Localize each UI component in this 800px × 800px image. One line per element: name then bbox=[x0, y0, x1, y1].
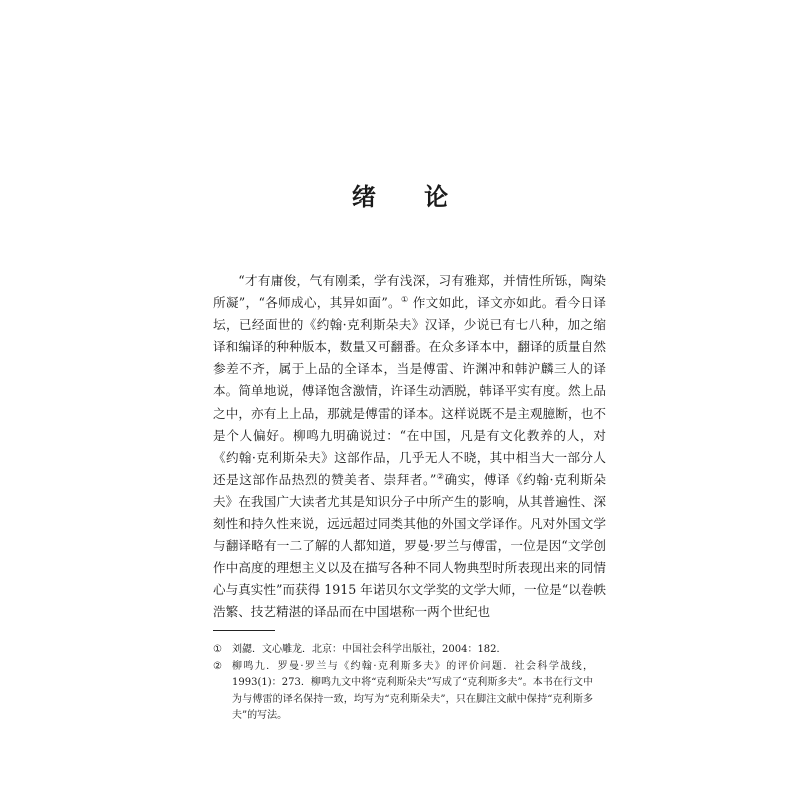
chapter-title: 绪 论 bbox=[351, 183, 469, 211]
footnote-divider bbox=[213, 630, 275, 631]
body-text-segment-1: “才有庸俊，气有刚柔，学有浅深，习有雅郑，并情性所铄，陶染所凝”，“各师成心，其异如面”。 bbox=[213, 273, 606, 311]
footnote-ref-1[interactable]: ① bbox=[400, 294, 409, 304]
footnote-mark: ② bbox=[213, 660, 222, 672]
footnote-ref-2[interactable]: ② bbox=[436, 471, 445, 481]
footnote-mark: ① bbox=[213, 644, 222, 655]
footnote-text: 刘勰．文心雕龙．北京：中国社会科学出版社，2004：182． bbox=[232, 644, 507, 655]
footnote-item bbox=[213, 642, 593, 659]
body-paragraph bbox=[213, 270, 606, 624]
paragraph bbox=[213, 270, 606, 624]
footnotes bbox=[213, 642, 593, 725]
body-text-segment-2: 作文如此，译文亦如此。看今日译坛，已经面世的《约翰·克利斯朵夫》汉译，少说已有七八种，加之缩译和编译的种种版本，数量又可翻番。在众多译本中，翻译的质量自然参差不齐，属于上品的全译本，当是傅雷、许渊冲和韩沪麟三人的译本。简单地说，傅译饱含激情，许译生动洒脱，韩译平实有度。然上品之中，亦有上上品，那就是傅雷的译本。这样说既不是主观臆断，也不是个人偏好。柳鸣九明确说过：“在中国，凡是有文化教养的人，对《约翰·克利斯朵夫》这部作品，几乎无人不晓，其中相当大一部分人还是这部作品热烈的赞美者、崇拜者。” bbox=[213, 295, 606, 487]
footnote-text: 柳鸣九．罗曼·罗兰与《约翰·克利斯多夫》的评价问题．社会科学战线，1993(1)：273．柳鸣九文中将“克利斯朵夫”写成了“克利斯多夫”。本书在行文中为与傅雷的译名保持一致，均写为“克利斯朵夫”，只在脚注文献中保持“克利斯多夫”的写法。 bbox=[232, 660, 593, 721]
body-text-segment-3: 确实，傅译《约翰·克利斯朵夫》在我国广大读者尤其是知识分子中所产生的影响，从其普遍性、深刻性和持久性来说，远远超过同类其他的外国文学译作。凡对外国文学与翻译略有一二了解的人都知道，罗曼·罗兰与傅雷，一位是因“文学创作中高度的理想主义以及在描写各种不同人物典型时所表现出来的同情心与真实性”而获得 1915 年诺贝尔文学奖的文学大师，一位是“以卷帙浩繁、技艺精湛的译品而在中国堪称一两个世纪也 bbox=[213, 471, 606, 620]
footnote-item bbox=[213, 659, 593, 725]
